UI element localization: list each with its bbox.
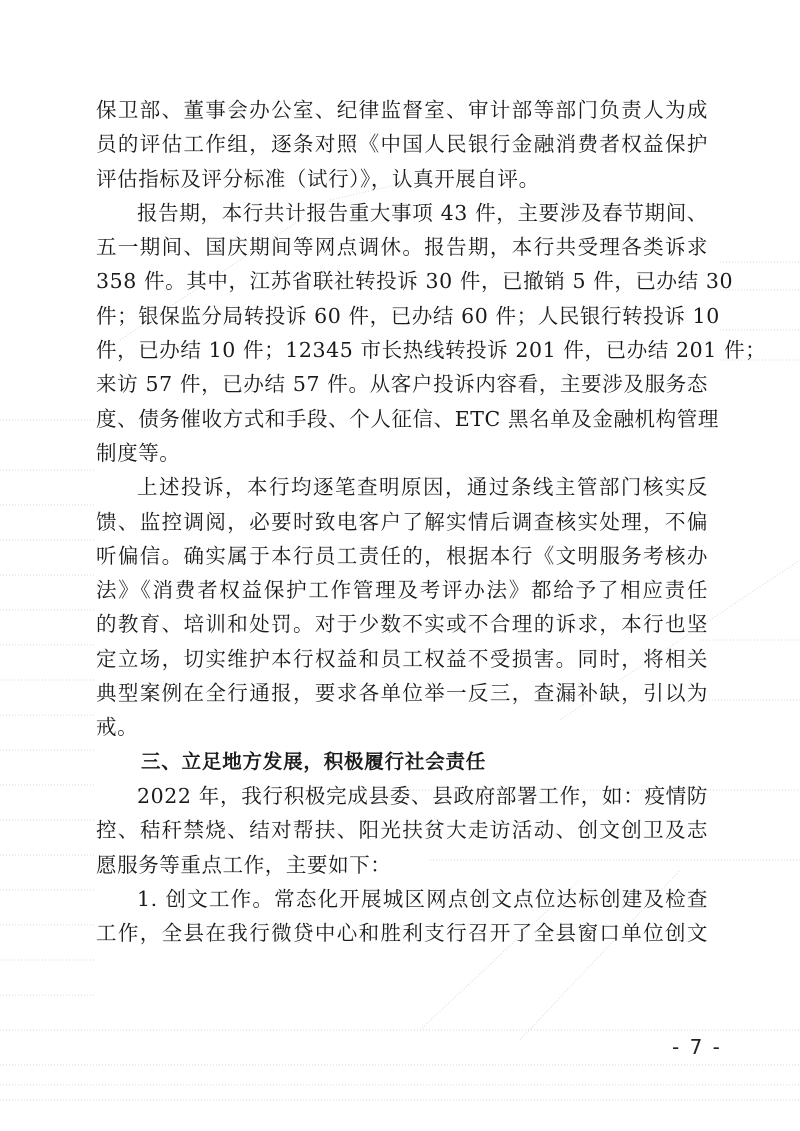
text-line: 上述投诉，本行均逐笔查明原因，通过条线主管部门核实反 bbox=[137, 475, 708, 500]
text-line: 度、债务催收方式和手段、个人征信、ETC 黑名单及金融机构管理 bbox=[96, 406, 719, 431]
text-line: 358 件。其中，江苏省联社转投诉 30 件，已撤销 5 件，已办结 30 bbox=[96, 269, 734, 294]
paragraph-complaint-handling bbox=[96, 470, 708, 744]
text-line: 愿服务等重点工作，主要如下： bbox=[96, 852, 392, 877]
text-line: 2022 年，我行积极完成县委、县政府部署工作，如：疫情防 bbox=[137, 783, 708, 808]
document-body bbox=[96, 93, 767, 950]
text-line: 馈、监控调阅，必要时致电客户了解实情后调查核实处理，不偏 bbox=[96, 509, 708, 534]
text-line: 制度等。 bbox=[96, 440, 181, 465]
text-line: 件；银保监分局转投诉 60 件，已办结 60 件；人民银行转投诉 10 bbox=[96, 303, 720, 328]
text-line: 工作，全县在我行微贷中心和胜利支行召开了全县窗口单位创文 bbox=[96, 921, 708, 946]
text-line: 1. 创文工作。常态化开展城区网点创文点位达标创建及检查 bbox=[137, 886, 708, 911]
text-line: 件，已办结 10 件；12345 市长热线转投诉 201 件，已办结 201 件； bbox=[96, 338, 767, 363]
paragraph-item-civilization-work bbox=[96, 882, 708, 951]
paragraph-continuation bbox=[96, 93, 708, 196]
text-line: 控、秸秆禁烧、结对帮扶、阳光扶贫大走访活动、创文创卫及志 bbox=[96, 818, 708, 843]
paragraph-social-responsibility bbox=[96, 779, 708, 882]
page-number: - 7 - bbox=[672, 1035, 722, 1059]
text-line: 五一期间、国庆期间等网点调休。报告期，本行共受理各类诉求 bbox=[96, 235, 708, 260]
paragraph-complaints-report bbox=[96, 196, 767, 470]
text-line: 来访 57 件，已办结 57 件。从客户投诉内容看，主要涉及服务态 bbox=[96, 372, 708, 397]
text-line: 戒。 bbox=[96, 715, 139, 740]
text-line: 典型案例在全行通报，要求各单位举一反三，查漏补缺，引以为 bbox=[96, 681, 708, 706]
text-line: 员的评估工作组，逐条对照《中国人民银行金融消费者权益保护 bbox=[96, 132, 708, 157]
section-heading: 三、立足地方发展，积极履行社会责任 bbox=[141, 749, 487, 773]
text-line: 的教育、培训和处罚。对于少数不实或不合理的诉求，本行也坚 bbox=[96, 612, 708, 637]
text-line: 定立场，切实维护本行权益和员工权益不受损害。同时，将相关 bbox=[96, 646, 708, 671]
text-line: 报告期，本行共计报告重大事项 43 件，主要涉及春节期间、 bbox=[137, 200, 708, 225]
text-line: 法》《消费者权益保护工作管理及考评办法》都给予了相应责任 bbox=[96, 578, 708, 603]
text-line: 保卫部、董事会办公室、纪律监督室、审计部等部门负责人为成 bbox=[96, 98, 708, 122]
text-line: 评估指标及评分标准（试行）》，认真开展自评。 bbox=[96, 166, 540, 191]
text-line: 听偏信。确实属于本行员工责任的，根据本行《文明服务考核办 bbox=[96, 543, 708, 568]
